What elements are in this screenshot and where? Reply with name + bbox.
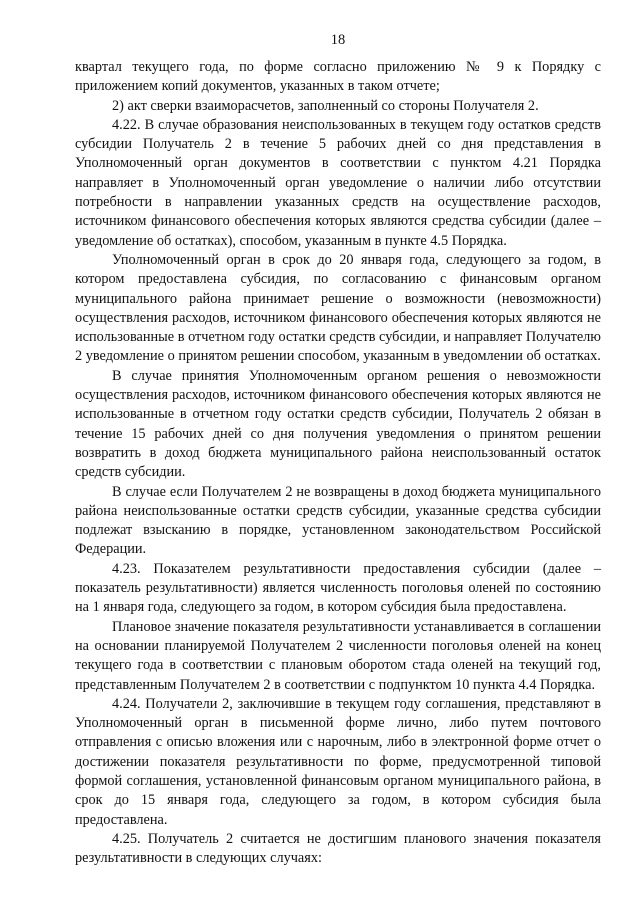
paragraph: В случае принятия Уполномоченным органом решения о невозможности осуществления расходов, источником финансового обеспечения которых являются не использованные в отчетном году остатки средств субсидии, Получатель 2 обязан в течение 15 рабочих дней со дня получения уведомления о принятом решении возвратить в доход бюджета муниципального района неиспользованный остаток средств субсидии. — [75, 367, 601, 481]
paragraph: Уполномоченный орган в срок до 20 января года, следующего за годом, в котором предоставлена субсидия, по согласованию с финансовым органом муниципального района принимает решение о возможности (невозможности) осуществления расходов, источником финансового обеспечения которых являются не использованные в отчетном году остатки средств субсидии, и направляет Получателю 2 уведомление о принятом решении способом, указанным в уведомлении об остатках. — [75, 251, 601, 365]
paragraph: 4.25. Получатель 2 считается не достигшим планового значения показателя результативности в следующих случаях: — [75, 830, 601, 867]
paragraph: квартал текущего года, по форме согласно приложению № 9 к Порядку с приложением копий документов, указанных в таком отчете; — [75, 59, 601, 95]
paragraph: 4.23. Показателем результативности предоставления субсидии (далее – показатель результативности) является численность поголовья оленей по состоянию на 1 января года, следующего за годом, в котором субсидия была предоставлена. — [75, 560, 601, 616]
document-body — [75, 58, 601, 868]
page-number: 18 — [330, 32, 346, 48]
paragraph: Плановое значение показателя результативности устанавливается в соглашении на основании планируемой Получателем 2 численности поголовья оленей на конец текущего года в соответствии с плановым оборотом стада оленей на текущий год, представленным Получателем 2 в соответствии с подпунктом 10 пункта 4.4 Порядка. — [75, 618, 601, 693]
paragraph: 4.22. В случае образования неиспользованных в текущем году остатков средств субсидии Получатель 2 в течение 5 рабочих дней со дня представления в Уполномоченный орган документов в соответствии с пунктом 4.21 Порядка направляет в Уполномоченный орган уведомление о наличии либо отсутствии потребности в направлении указанных средств на осуществление расходов, источником финансового обеспечения которых являются средства субсидии (далее – уведомление об остатках), способом, указанным в пункте 4.5 Порядка. — [75, 116, 601, 249]
paragraph: 2) акт сверки взаиморасчетов, заполненный со стороны Получателя 2. — [112, 97, 539, 114]
paragraph: 4.24. Получатели 2, заключившие в текущем году соглашения, представляют в Уполномоченный орган в письменной форме лично, либо путем почтового отправления с описью вложения или с нарочным, либо в электронной форме отчет о достижении показателя результативности по форме, предусмотренной типовой формой соглашения, установленной финансовым органом муниципального района, в срок до 15 января года, следующего за годом, в котором субсидия была предоставлена. — [75, 695, 601, 828]
paragraph: В случае если Получателем 2 не возвращены в доход бюджета муниципального района неиспользованные остатки средств субсидии, указанные средства субсидии подлежат взысканию в порядке, установленном законодательством Российской Федерации. — [75, 483, 601, 558]
